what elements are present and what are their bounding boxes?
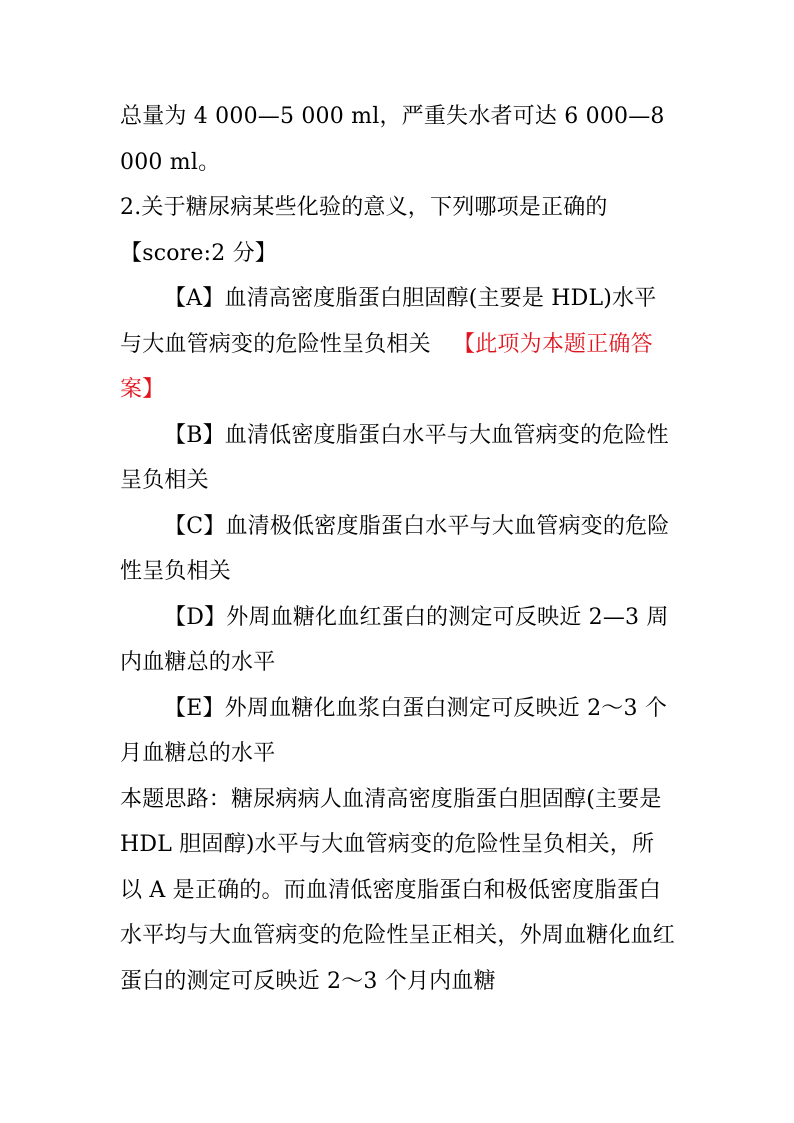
option-e-text: 外周血糖化血浆白蛋白测定可反映近 2～3 个月血糖总的水平 [120,695,668,766]
question-text: 2.关于糖尿病某些化验的意义，下列哪项是正确的 [120,195,608,220]
option-e [120,686,676,777]
option-c-text: 血清极低密度脂蛋白水平与大血管病变的危险性呈负相关 [120,513,670,584]
option-a [120,276,676,413]
option-b-text: 血清低密度脂蛋白水平与大血管病变的危险性呈负相关 [120,422,669,493]
option-a-text: 血清高密度脂蛋白胆固醇(主要是 HDL)水平与大血管病变的危险性呈负相关 [120,286,657,357]
explanation-text: 本题思路：糖尿病病人血清高密度脂蛋白胆固醇(主要是 HDL 胆固醇)水平与大血管病变的危险性呈负相关，所以 A 是正确的。而血清低密度脂蛋白和极低密度脂蛋白水平均与大血管病变的危险性呈正相关，外周血糖化血红蛋白的测定可反映近 2～3 个月内血糖 [120,786,676,994]
intro-text: 总量为 4 000—5 000 ml，严重失水者可达 6 000—8 000 ml。 [120,104,665,175]
document-page [120,94,676,1004]
option-b-letter: 【B】 [164,422,225,448]
option-d [120,595,676,686]
option-b [120,413,676,504]
question-stem [120,185,676,276]
option-c [120,504,676,595]
option-a-letter: 【A】 [164,286,225,311]
option-d-text: 外周血糖化血红蛋白的测定可反映近 2—3 周内血糖总的水平 [120,604,669,675]
option-c-letter: 【C】 [164,513,226,539]
question-score: 【score:2 分】 [120,240,277,266]
correct-answer-tag: 【此项为本题正确答案】 [120,331,653,402]
option-e-letter: 【E】 [164,695,225,721]
option-d-letter: 【D】 [164,604,227,630]
